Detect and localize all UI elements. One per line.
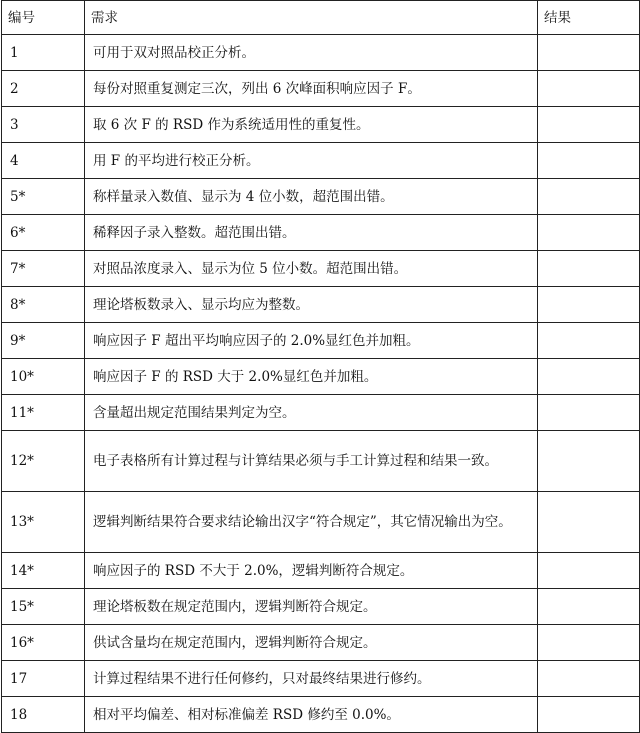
header-row <box>2 1 640 35</box>
table-row <box>2 107 640 143</box>
row-requirement: 含量超出规定范围结果判定为空。 <box>85 395 538 431</box>
row-result[interactable] <box>538 251 640 287</box>
table-row <box>2 251 640 287</box>
row-result[interactable] <box>538 589 640 625</box>
table-row <box>2 625 640 661</box>
table-row <box>2 395 640 431</box>
table-row <box>2 71 640 107</box>
table-row <box>2 35 640 71</box>
row-result[interactable] <box>538 143 640 179</box>
table-row <box>2 492 640 553</box>
row-result[interactable] <box>538 395 640 431</box>
row-id: 13* <box>2 492 85 553</box>
row-id: 5* <box>2 179 85 215</box>
row-result[interactable] <box>538 359 640 395</box>
row-requirement: 电子表格所有计算过程与计算结果必须与手工计算过程和结果一致。 <box>85 431 538 492</box>
row-requirement: 响应因子 F 超出平均响应因子的 2.0%显红色并加粗。 <box>85 323 538 359</box>
row-id: 8* <box>2 287 85 323</box>
row-requirement: 相对平均偏差、相对标准偏差 RSD 修约至 0.0%。 <box>85 697 538 733</box>
row-requirement: 用 F 的平均进行校正分析。 <box>85 143 538 179</box>
row-id: 4 <box>2 143 85 179</box>
row-result[interactable] <box>538 697 640 733</box>
row-id: 2 <box>2 71 85 107</box>
requirements-table <box>1 0 640 733</box>
row-id: 16* <box>2 625 85 661</box>
row-result[interactable] <box>538 215 640 251</box>
row-requirement: 响应因子 F 的 RSD 大于 2.0%显红色并加粗。 <box>85 359 538 395</box>
table-row <box>2 179 640 215</box>
row-requirement: 响应因子的 RSD 不大于 2.0%，逻辑判断符合规定。 <box>85 553 538 589</box>
row-result[interactable] <box>538 287 640 323</box>
header-requirement: 需求 <box>85 1 538 35</box>
header-id: 编号 <box>2 1 85 35</box>
row-requirement: 取 6 次 F 的 RSD 作为系统适用性的重复性。 <box>85 107 538 143</box>
table-row <box>2 215 640 251</box>
row-id: 6* <box>2 215 85 251</box>
header-result: 结果 <box>538 1 640 35</box>
row-requirement: 对照品浓度录入、显示为位 5 位小数。超范围出错。 <box>85 251 538 287</box>
row-requirement: 稀释因子录入整数。超范围出错。 <box>85 215 538 251</box>
table-row <box>2 143 640 179</box>
row-requirement: 逻辑判断结果符合要求结论输出汉字“符合规定”，其它情况输出为空。 <box>85 492 538 553</box>
row-result[interactable] <box>538 431 640 492</box>
row-id: 9* <box>2 323 85 359</box>
row-result[interactable] <box>538 661 640 697</box>
row-result[interactable] <box>538 179 640 215</box>
row-requirement: 计算过程结果不进行任何修约，只对最终结果进行修约。 <box>85 661 538 697</box>
row-requirement: 称样量录入数值、显示为 4 位小数，超范围出错。 <box>85 179 538 215</box>
row-requirement: 每份对照重复测定三次，列出 6 次峰面积响应因子 F。 <box>85 71 538 107</box>
row-id: 11* <box>2 395 85 431</box>
row-requirement: 供试含量均在规定范围内，逻辑判断符合规定。 <box>85 625 538 661</box>
row-id: 17 <box>2 661 85 697</box>
table-row <box>2 661 640 697</box>
table-row <box>2 287 640 323</box>
row-id: 10* <box>2 359 85 395</box>
row-result[interactable] <box>538 71 640 107</box>
row-requirement: 理论塔板数在规定范围内，逻辑判断符合规定。 <box>85 589 538 625</box>
row-requirement: 理论塔板数录入、显示均应为整数。 <box>85 287 538 323</box>
row-result[interactable] <box>538 323 640 359</box>
row-id: 3 <box>2 107 85 143</box>
table-row <box>2 697 640 733</box>
table-row <box>2 589 640 625</box>
row-result[interactable] <box>538 35 640 71</box>
row-id: 7* <box>2 251 85 287</box>
row-id: 14* <box>2 553 85 589</box>
table-row <box>2 359 640 395</box>
row-id: 1 <box>2 35 85 71</box>
table-row <box>2 323 640 359</box>
row-id: 15* <box>2 589 85 625</box>
table-row <box>2 553 640 589</box>
row-result[interactable] <box>538 492 640 553</box>
row-id: 12* <box>2 431 85 492</box>
row-result[interactable] <box>538 553 640 589</box>
row-result[interactable] <box>538 107 640 143</box>
row-result[interactable] <box>538 625 640 661</box>
row-id: 18 <box>2 697 85 733</box>
table-row <box>2 431 640 492</box>
row-requirement: 可用于双对照品校正分析。 <box>85 35 538 71</box>
